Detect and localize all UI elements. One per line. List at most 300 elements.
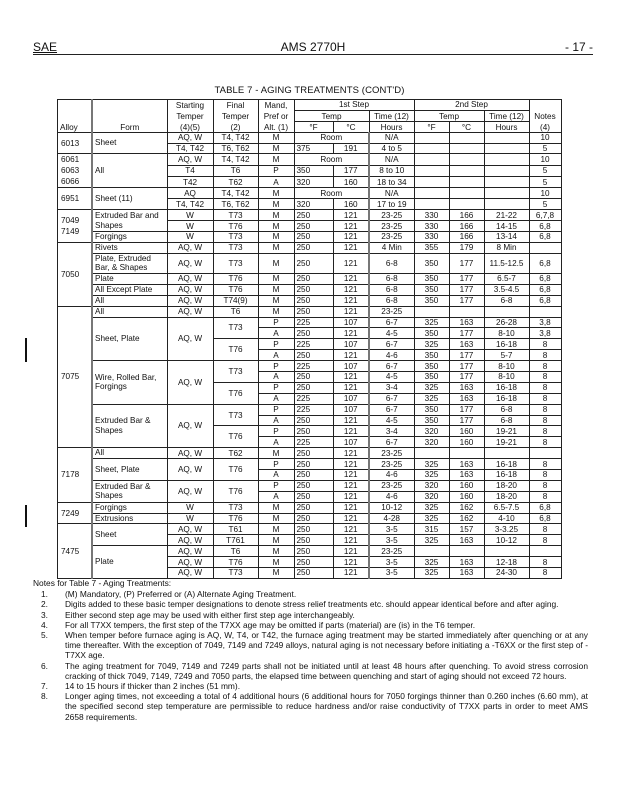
- cell-step2-deg-f: [414, 546, 449, 557]
- cell-step2-hours: [484, 154, 529, 165]
- cell-step2-deg-c: 163: [449, 535, 484, 546]
- cell-notes: 3,8: [529, 328, 561, 339]
- cell-step2-deg-c: [449, 154, 484, 165]
- cell-step1-deg-f: 250: [294, 253, 333, 273]
- cell-alloy: 7049 7149: [58, 210, 93, 243]
- cell-alloy: 7249: [58, 502, 93, 524]
- cell-step2-hours: 6-8: [484, 295, 529, 306]
- cell-step1-temp: Room: [294, 154, 369, 165]
- note-number: 4.: [41, 619, 48, 630]
- cell-form: Extruded Bar & Shapes: [92, 480, 167, 502]
- cell-step1-deg-c: 121: [333, 480, 369, 491]
- cell-step2-hours: [484, 165, 529, 176]
- cell-step2-deg-c: 163: [449, 557, 484, 568]
- table-row: [58, 284, 562, 295]
- cell-step2-deg-f: 320: [414, 480, 449, 491]
- cell-step2-deg-c: 163: [449, 339, 484, 350]
- cell-step1-hours: 6-7: [369, 339, 414, 350]
- cell-step1-deg-c: 177: [333, 165, 369, 176]
- cell-final-temper: T6: [213, 306, 258, 317]
- cell-step2-deg-c: 163: [449, 459, 484, 470]
- cell-step1-deg-c: 107: [333, 404, 369, 415]
- cell-step2-deg-f: 350: [414, 273, 449, 284]
- cell-step1-hours: 23-25: [369, 546, 414, 557]
- cell-mand: P: [258, 361, 294, 372]
- cell-step1-deg-f: 320: [294, 177, 333, 188]
- table-row: [58, 154, 562, 165]
- col-header-temp-2: Temp: [414, 110, 484, 121]
- cell-step2-hours: 21-22: [484, 210, 529, 221]
- cell-step1-deg-c: 121: [333, 295, 369, 306]
- col-header-final-temper-2: Temper: [213, 110, 258, 121]
- cell-step2-deg-f: 350: [414, 253, 449, 273]
- cell-step2-deg-c: 163: [449, 568, 484, 579]
- cell-step2-hours: [484, 546, 529, 557]
- cell-step1-deg-f: 250: [294, 372, 333, 383]
- cell-final-temper: T73: [213, 232, 258, 243]
- cell-step1-deg-f: 250: [294, 273, 333, 284]
- cell-step2-deg-c: 166: [449, 221, 484, 232]
- table-row: [58, 295, 562, 306]
- cell-mand: M: [258, 535, 294, 546]
- cell-final-temper: T76: [213, 557, 258, 568]
- cell-form: Sheet: [92, 524, 167, 546]
- cell-step1-deg-c: 121: [333, 284, 369, 295]
- cell-notes: 6,7,8: [529, 210, 561, 221]
- cell-step2-deg-f: [414, 165, 449, 176]
- col-header-notes-2: (4): [529, 121, 561, 132]
- cell-step1-deg-f: 250: [294, 459, 333, 470]
- cell-form: Sheet, Plate: [92, 459, 167, 481]
- cell-step1-hours: N/A: [369, 188, 414, 199]
- cell-mand: M: [258, 221, 294, 232]
- table-row: [58, 448, 562, 459]
- table-row: [58, 502, 562, 513]
- cell-final-temper: T76: [213, 382, 258, 404]
- cell-step2-deg-c: 177: [449, 350, 484, 361]
- table-row: [58, 317, 562, 328]
- cell-step1-hours: 23-25: [369, 210, 414, 221]
- notes-list: [33, 589, 588, 722]
- cell-starting-temper: AQ, W: [167, 306, 213, 317]
- cell-alloy: 6061 6063 6066: [58, 154, 93, 188]
- cell-step1-deg-f: 250: [294, 306, 333, 317]
- cell-notes: 8: [529, 491, 561, 502]
- cell-mand: A: [258, 470, 294, 481]
- cell-step2-deg-f: [414, 188, 449, 199]
- cell-step1-deg-f: 350: [294, 165, 333, 176]
- cell-notes: 8: [529, 361, 561, 372]
- cell-step2-deg-c: 177: [449, 372, 484, 383]
- cell-step1-deg-c: 121: [333, 448, 369, 459]
- cell-step2-deg-f: 325: [414, 382, 449, 393]
- cell-step1-deg-c: 121: [333, 210, 369, 221]
- cell-step1-hours: 6-8: [369, 295, 414, 306]
- cell-step1-deg-c: 160: [333, 177, 369, 188]
- cell-step2-hours: 18-20: [484, 480, 529, 491]
- table-row: [58, 232, 562, 243]
- header-page-number: - 17 -: [564, 40, 593, 54]
- note-item: [33, 681, 588, 691]
- cell-starting-temper: AQ, W: [167, 154, 213, 165]
- cell-mand: M: [258, 557, 294, 568]
- cell-notes: 8: [529, 524, 561, 535]
- cell-step1-deg-f: 225: [294, 361, 333, 372]
- cell-step1-deg-c: 107: [333, 339, 369, 350]
- note-number: 2.: [41, 599, 48, 610]
- cell-step1-deg-c: 121: [333, 306, 369, 317]
- cell-step2-deg-f: [414, 177, 449, 188]
- cell-step1-deg-c: 121: [333, 350, 369, 361]
- cell-mand: M: [258, 210, 294, 221]
- cell-step2-hours: [484, 188, 529, 199]
- cell-mand: A: [258, 415, 294, 426]
- cell-notes: 8: [529, 339, 561, 350]
- cell-starting-temper: W: [167, 232, 213, 243]
- cell-step1-hours: 4-6: [369, 491, 414, 502]
- revision-change-bar: [25, 505, 27, 527]
- col-header-starting-temper-1: Starting: [167, 100, 213, 111]
- cell-step1-hours: 8 to 10: [369, 165, 414, 176]
- note-item: [33, 610, 588, 620]
- cell-mand: M: [258, 284, 294, 295]
- cell-step2-deg-c: [449, 448, 484, 459]
- cell-step1-deg-f: 250: [294, 524, 333, 535]
- cell-step2-hours: 8-10: [484, 328, 529, 339]
- cell-step2-hours: 11.5-12.5: [484, 253, 529, 273]
- cell-mand: A: [258, 350, 294, 361]
- col-header-mand-3: Alt. (1): [258, 121, 294, 132]
- aging-treatments-table: [57, 99, 562, 579]
- cell-starting-temper: T4: [167, 165, 213, 176]
- cell-step2-hours: 6-8: [484, 404, 529, 415]
- cell-step2-deg-c: 163: [449, 470, 484, 481]
- cell-step2-deg-c: 177: [449, 273, 484, 284]
- cell-final-temper: T76: [213, 221, 258, 232]
- col-header-deg-f-1: °F: [294, 121, 333, 132]
- cell-step1-hours: 17 to 19: [369, 199, 414, 210]
- cell-notes: 10: [529, 132, 561, 143]
- cell-step1-deg-f: 250: [294, 415, 333, 426]
- cell-notes: 6,8: [529, 232, 561, 243]
- cell-step2-deg-f: 350: [414, 328, 449, 339]
- cell-mand: M: [258, 306, 294, 317]
- cell-step2-hours: 3-3.25: [484, 524, 529, 535]
- cell-step1-deg-f: 225: [294, 339, 333, 350]
- col-header-notes-1: Notes: [529, 100, 561, 122]
- cell-final-temper: T6, T62: [213, 199, 258, 210]
- cell-step1-deg-f: 250: [294, 557, 333, 568]
- cell-step2-deg-c: 177: [449, 328, 484, 339]
- col-header-temp-1: Temp: [294, 110, 369, 121]
- note-text: The aging treatment for 7049, 7149 and 7249 parts shall not be initiated until at least 48 hours after quenching. To avoid stress corrosion cracking of thick 7049, 7149, 7249 and 7050 parts, the elapsed time between quenching and start of aging should not exceed 72 hours.: [65, 660, 588, 681]
- cell-step1-hours: 23-25: [369, 448, 414, 459]
- cell-notes: 8: [529, 557, 561, 568]
- cell-step2-deg-f: 330: [414, 232, 449, 243]
- note-item: [33, 589, 588, 599]
- cell-mand: A: [258, 372, 294, 383]
- cell-step2-hours: 12-18: [484, 557, 529, 568]
- cell-step2-hours: 26-28: [484, 317, 529, 328]
- cell-step1-hours: 4-6: [369, 470, 414, 481]
- cell-step2-deg-f: 325: [414, 339, 449, 350]
- cell-step2-hours: 18-20: [484, 491, 529, 502]
- cell-step1-deg-c: 191: [333, 143, 369, 154]
- cell-step1-hours: 4-5: [369, 328, 414, 339]
- col-header-starting-temper-2: Temper: [167, 110, 213, 121]
- header-org: SAE: [33, 40, 58, 54]
- cell-step2-deg-c: 177: [449, 253, 484, 273]
- cell-mand: M: [258, 448, 294, 459]
- table-row: [58, 513, 562, 524]
- cell-final-temper: T6: [213, 546, 258, 557]
- cell-step1-deg-f: 250: [294, 480, 333, 491]
- cell-notes: 5: [529, 199, 561, 210]
- cell-step2-hours: 4-10: [484, 513, 529, 524]
- cell-notes: 8: [529, 480, 561, 491]
- cell-step2-deg-c: [449, 199, 484, 210]
- col-header-deg-f-2: °F: [414, 121, 449, 132]
- cell-step1-deg-c: 121: [333, 426, 369, 437]
- cell-step1-deg-c: 121: [333, 491, 369, 502]
- cell-final-temper: T73: [213, 404, 258, 426]
- cell-step1-deg-c: 121: [333, 502, 369, 513]
- cell-step1-deg-f: 225: [294, 393, 333, 404]
- cell-step1-hours: 4 to 5: [369, 143, 414, 154]
- cell-step2-hours: 6.5-7.5: [484, 502, 529, 513]
- table-row: [58, 524, 562, 535]
- cell-starting-temper: AQ, W: [167, 253, 213, 273]
- cell-step1-deg-f: 250: [294, 448, 333, 459]
- col-header-step1: 1st Step: [294, 100, 414, 111]
- cell-notes: 6,8: [529, 513, 561, 524]
- cell-step1-deg-f: 250: [294, 210, 333, 221]
- cell-step2-deg-f: 350: [414, 361, 449, 372]
- cell-notes: 8: [529, 415, 561, 426]
- cell-step2-deg-f: 350: [414, 404, 449, 415]
- col-header-final-temper-3: (2): [213, 121, 258, 132]
- cell-final-temper: T76: [213, 273, 258, 284]
- cell-notes: [529, 546, 561, 557]
- cell-final-temper: T62: [213, 448, 258, 459]
- cell-step1-hours: 6-7: [369, 317, 414, 328]
- cell-step2-deg-c: 162: [449, 502, 484, 513]
- col-header-alloy: Alloy: [58, 100, 93, 133]
- cell-notes: 8: [529, 404, 561, 415]
- note-number: 5.: [41, 630, 48, 641]
- cell-step1-hours: 4-6: [369, 350, 414, 361]
- cell-step1-deg-f: 250: [294, 470, 333, 481]
- cell-step2-deg-c: [449, 546, 484, 557]
- cell-mand: P: [258, 339, 294, 350]
- cell-step2-hours: 8-10: [484, 361, 529, 372]
- cell-step2-deg-c: [449, 306, 484, 317]
- note-number: 8.: [41, 691, 48, 702]
- cell-step2-hours: 16-18: [484, 470, 529, 481]
- cell-step2-deg-c: 177: [449, 415, 484, 426]
- cell-notes: 8: [529, 393, 561, 404]
- cell-starting-temper: AQ, W: [167, 404, 213, 448]
- cell-final-temper: T4, T42: [213, 154, 258, 165]
- cell-mand: A: [258, 491, 294, 502]
- col-header-final-temper-1: Final: [213, 100, 258, 111]
- cell-final-temper: T73: [213, 242, 258, 253]
- cell-step1-deg-f: 250: [294, 382, 333, 393]
- cell-step2-deg-f: 350: [414, 350, 449, 361]
- cell-starting-temper: AQ, W: [167, 284, 213, 295]
- cell-final-temper: T73: [213, 502, 258, 513]
- cell-starting-temper: W: [167, 221, 213, 232]
- cell-step1-hours: 3-5: [369, 524, 414, 535]
- cell-step2-deg-c: 166: [449, 232, 484, 243]
- cell-mand: M: [258, 513, 294, 524]
- cell-step1-deg-c: 121: [333, 221, 369, 232]
- cell-step1-deg-f: 250: [294, 295, 333, 306]
- cell-mand: M: [258, 132, 294, 143]
- cell-mand: A: [258, 328, 294, 339]
- cell-form: Sheet: [92, 132, 167, 154]
- cell-mand: M: [258, 546, 294, 557]
- col-header-hours-2: Hours: [484, 121, 529, 132]
- cell-starting-temper: AQ, W: [167, 524, 213, 535]
- cell-step2-deg-f: [414, 154, 449, 165]
- cell-step1-deg-c: 121: [333, 242, 369, 253]
- note-text: Digits added to these basic temper designations to denote stress relief treatments etc. should appear identical before and after aging.: [65, 599, 559, 610]
- note-number: 6.: [41, 660, 48, 671]
- cell-step1-deg-c: 121: [333, 513, 369, 524]
- cell-step1-hours: 3-5: [369, 535, 414, 546]
- cell-final-temper: T76: [213, 513, 258, 524]
- cell-final-temper: T4, T42: [213, 188, 258, 199]
- cell-form: Rivets: [92, 242, 167, 253]
- cell-step2-deg-f: [414, 143, 449, 154]
- cell-mand: M: [258, 199, 294, 210]
- cell-step2-deg-f: 330: [414, 221, 449, 232]
- note-text: When temper before furnace aging is AQ, W, T4, or T42, the furnace aging treatment may be started immediately after quenching or at any time thereafter. With the exception of 7049, 7149 and 7249 alloys, natural aging is not necessary before initiating a -T6XX or the first step of -T7XX age.: [65, 630, 588, 661]
- cell-step1-hours: 23-25: [369, 306, 414, 317]
- cell-notes: 6,8: [529, 221, 561, 232]
- cell-starting-temper: AQ, W: [167, 535, 213, 546]
- cell-notes: 6,8: [529, 502, 561, 513]
- cell-step1-hours: 6-8: [369, 284, 414, 295]
- notes-heading: Notes for Table 7 - Aging Treatments:: [33, 578, 172, 588]
- cell-step1-deg-f: 250: [294, 284, 333, 295]
- cell-form: Sheet, Plate: [92, 317, 167, 361]
- cell-step1-deg-c: 107: [333, 393, 369, 404]
- cell-step2-deg-f: 350: [414, 295, 449, 306]
- cell-step2-deg-f: [414, 199, 449, 210]
- cell-final-temper: T74(9): [213, 295, 258, 306]
- cell-step1-deg-f: 250: [294, 221, 333, 232]
- cell-step2-deg-f: 315: [414, 524, 449, 535]
- cell-step1-deg-f: 375: [294, 143, 333, 154]
- cell-form: Plate, Extruded Bar, & Shapes: [92, 253, 167, 273]
- cell-step2-deg-f: 325: [414, 317, 449, 328]
- note-text: For all T7XX tempers, the first step of the T7XX age may be omitted if parts (material) are (is) in the T6 temper.: [65, 619, 476, 630]
- cell-step1-deg-f: 225: [294, 437, 333, 448]
- cell-step2-hours: 16-18: [484, 339, 529, 350]
- cell-step2-deg-f: 350: [414, 415, 449, 426]
- cell-step2-deg-c: [449, 132, 484, 143]
- cell-step2-hours: 19-21: [484, 426, 529, 437]
- note-item: [33, 620, 588, 630]
- cell-form: Plate: [92, 273, 167, 284]
- table-row: [58, 546, 562, 557]
- cell-step1-deg-c: 160: [333, 199, 369, 210]
- cell-step1-deg-c: 107: [333, 361, 369, 372]
- cell-step1-hours: N/A: [369, 132, 414, 143]
- table-row: [58, 253, 562, 273]
- cell-step1-hours: 4-5: [369, 372, 414, 383]
- cell-step2-hours: 13-14: [484, 232, 529, 243]
- cell-step1-deg-f: 250: [294, 350, 333, 361]
- cell-starting-temper: AQ, W: [167, 480, 213, 502]
- cell-form: All: [92, 154, 167, 188]
- col-header-mand-2: Pref or: [258, 110, 294, 121]
- table-row: [58, 273, 562, 284]
- cell-step2-deg-f: 325: [414, 535, 449, 546]
- cell-step2-deg-f: 325: [414, 557, 449, 568]
- cell-alloy: 7178: [58, 448, 93, 502]
- cell-step2-hours: 5-7: [484, 350, 529, 361]
- cell-step1-hours: 6-7: [369, 361, 414, 372]
- cell-step2-deg-c: 163: [449, 382, 484, 393]
- cell-mand: P: [258, 382, 294, 393]
- cell-step1-deg-c: 121: [333, 415, 369, 426]
- cell-alloy: 6013: [58, 132, 93, 154]
- cell-step1-hours: 3-5: [369, 568, 414, 579]
- cell-step2-hours: [484, 177, 529, 188]
- table-row: [58, 188, 562, 199]
- cell-step1-deg-c: 107: [333, 317, 369, 328]
- cell-step2-deg-f: 325: [414, 459, 449, 470]
- cell-step1-hours: 3-4: [369, 382, 414, 393]
- cell-step2-deg-f: 325: [414, 513, 449, 524]
- cell-step2-deg-f: 355: [414, 242, 449, 253]
- cell-step2-deg-c: 160: [449, 491, 484, 502]
- cell-notes: 3,8: [529, 317, 561, 328]
- table-title: TABLE 7 - AGING TREATMENTS (CONT'D): [214, 85, 405, 96]
- cell-starting-temper: AQ, W: [167, 448, 213, 459]
- cell-step2-deg-f: 320: [414, 426, 449, 437]
- cell-step1-deg-c: 121: [333, 328, 369, 339]
- cell-form: All: [92, 306, 167, 317]
- cell-step1-deg-c: 121: [333, 470, 369, 481]
- table-row: [58, 242, 562, 253]
- cell-final-temper: T73: [213, 317, 258, 339]
- cell-mand: M: [258, 502, 294, 513]
- cell-mand: P: [258, 165, 294, 176]
- cell-notes: [529, 306, 561, 317]
- cell-final-temper: T73: [213, 253, 258, 273]
- cell-step1-deg-f: 250: [294, 502, 333, 513]
- revision-change-bar: [25, 338, 27, 362]
- cell-step2-deg-f: 325: [414, 568, 449, 579]
- cell-step2-deg-f: 350: [414, 372, 449, 383]
- cell-form: Extrusions: [92, 513, 167, 524]
- cell-step2-deg-c: [449, 188, 484, 199]
- cell-step1-hours: 3-4: [369, 426, 414, 437]
- cell-mand: A: [258, 177, 294, 188]
- cell-step1-deg-c: 121: [333, 253, 369, 273]
- note-item: [33, 691, 588, 722]
- cell-step1-hours: 23-25: [369, 480, 414, 491]
- cell-step1-hours: 4 Min: [369, 242, 414, 253]
- cell-starting-temper: AQ, W: [167, 546, 213, 557]
- cell-step2-hours: [484, 143, 529, 154]
- cell-step2-deg-c: 166: [449, 210, 484, 221]
- cell-step1-deg-f: 250: [294, 426, 333, 437]
